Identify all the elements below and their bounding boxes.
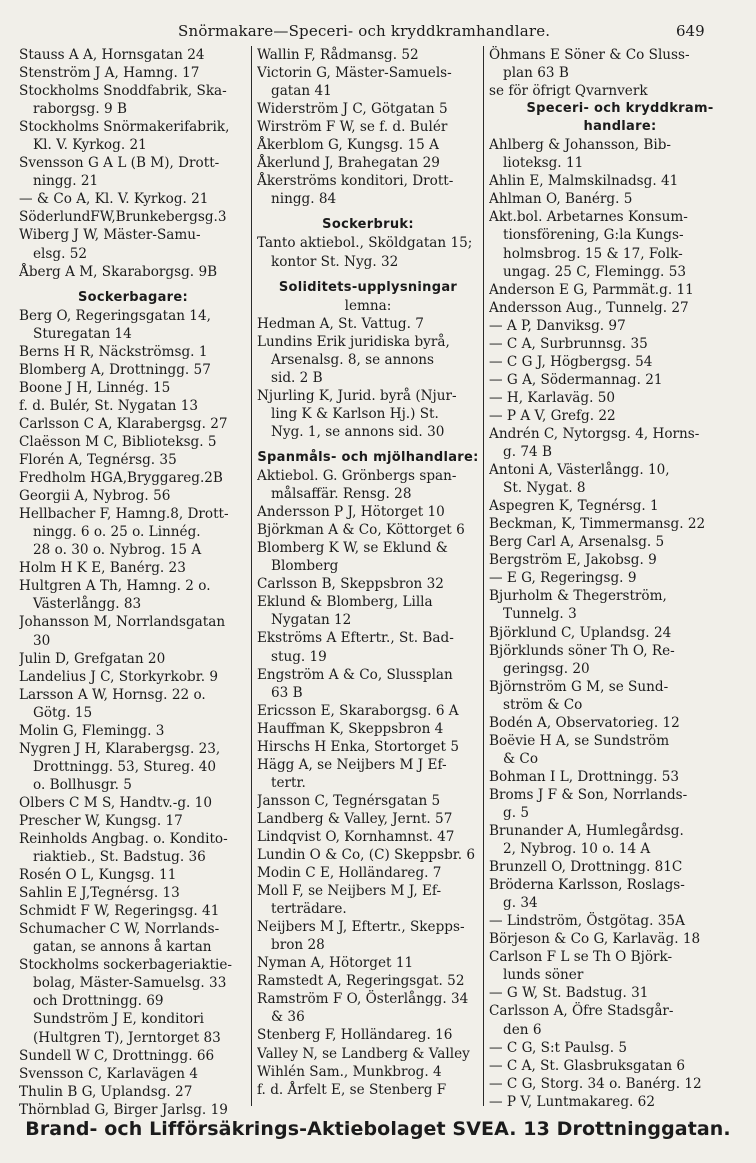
directory-entry-line: Claësson M C, Biblioteksg. 5 xyxy=(19,433,217,450)
directory-entry-line: Andrén C, Nytorgsg. 4, Horns- xyxy=(489,425,700,442)
directory-entry-line: Arsenalsg. 8, se annons xyxy=(271,351,435,368)
directory-entry-line: Stockholms Snoddfabrik, Ska- xyxy=(19,83,227,100)
section-heading: Sockerbagare: xyxy=(77,289,188,305)
section-heading: Sockerbruk: xyxy=(322,217,414,233)
directory-entry-line: Aktiebol. G. Grönbergs span- xyxy=(257,468,457,485)
directory-entry-line: Thulin B G, Uplandsg. 27 xyxy=(19,1083,193,1100)
directory-entry-line: Aspegren K, Tegnérsg. 1 xyxy=(489,498,659,515)
directory-entry-line: Engström A & Co, Slussplan xyxy=(257,666,453,683)
directory-entry-line: Broms J F & Son, Norrlands- xyxy=(489,786,688,803)
directory-entry-line: Nygatan 12 xyxy=(271,612,352,629)
directory-entry-line: Boëvie H A, se Sundström xyxy=(489,732,670,749)
directory-entry-line: Åkerströms konditori, Drott- xyxy=(257,173,454,190)
directory-entry-line: Stenberg F, Holländareg. 16 xyxy=(257,1027,453,1044)
directory-entry-line: Ramstedt A, Regeringsgat. 52 xyxy=(257,973,465,990)
directory-entry-line: g. 74 B xyxy=(503,444,552,461)
directory-entry-line: — P V, Luntmakareg. 62 xyxy=(489,1093,655,1110)
directory-entry-line: Bohman I L, Drottningg. 53 xyxy=(489,768,680,785)
directory-entry-line: ungag. 25 C, Flemingg. 53 xyxy=(503,263,686,280)
directory-entry-line: Sahlin E J,Tegnérsg. 13 xyxy=(19,885,180,902)
directory-entry-line: Hellbacher F, Hamng.8, Drott- xyxy=(19,506,229,523)
directory-entry-line: f. d. Årfelt E, se Stenberg F xyxy=(257,1081,447,1098)
directory-entry-line: ningg. 84 xyxy=(271,191,337,208)
directory-entry-line: Sundell W C, Drottningg. 66 xyxy=(19,1047,215,1064)
directory-entry-line: Stenström J A, Hamng. 17 xyxy=(19,65,200,82)
directory-entry-line: geringsg. 20 xyxy=(503,660,590,677)
directory-entry-line: Brunander A, Humlegårdsg. xyxy=(489,823,684,840)
directory-entry-line: Widerström J C, Götgatan 5 xyxy=(257,101,448,118)
directory-entry-line: SöderlundFW,Brunkebergsg.3 xyxy=(19,209,227,226)
directory-entry-line: — A P, Danviksg. 97 xyxy=(489,317,626,334)
directory-entry-line: — E G, Regeringsg. 9 xyxy=(489,570,637,587)
directory-entry-line: Schumacher C W, Norrlands- xyxy=(19,921,220,938)
directory-entry-line: Boone J H, Linnég. 15 xyxy=(19,379,171,396)
directory-entry-line: Victorin G, Mäster-Samuels- xyxy=(257,65,452,82)
section-spacer xyxy=(19,281,247,289)
directory-entry-line: Andersson Aug., Tunnelg. 27 xyxy=(489,299,689,316)
directory-entry-line: Carlsson A, Öfre Stadsgår- xyxy=(489,1003,674,1020)
directory-entry-line: bron 28 xyxy=(271,937,325,954)
directory-entry-line: Blomberg K W, se Eklund & xyxy=(257,540,448,557)
directory-entry-line: Modin C E, Holländareg. 7 xyxy=(257,865,442,882)
directory-entry-line: Björklunds söner Th O, Re- xyxy=(489,642,675,659)
directory-entry-line: Nyg. 1, se annons sid. 30 xyxy=(271,423,445,440)
directory-entry-line: Ahlin E, Malmskilnadsg. 41 xyxy=(489,173,679,190)
directory-entry-line: gatan 41 xyxy=(271,83,332,100)
directory-entry-line: Larsson A W, Hornsg. 22 o. xyxy=(19,686,206,703)
directory-entry-line: Moll F, se Neijbers M J, Ef- xyxy=(257,883,442,900)
directory-entry-line: Kl. V. Kyrkog. 21 xyxy=(33,137,147,154)
directory-entry-line: Molin G, Flemingg. 3 xyxy=(19,722,165,739)
directory-entry-line: lunds söner xyxy=(503,967,584,984)
column-divider-right xyxy=(483,46,484,1106)
column-middle xyxy=(257,46,479,1099)
directory-entry-line: — C G J, Högbergsg. 54 xyxy=(489,353,653,370)
directory-entry-line: Nyman A, Hötorget 11 xyxy=(257,955,414,972)
directory-entry-line: — G A, Södermannag. 21 xyxy=(489,371,663,388)
directory-entry-line: — G W, St. Badstug. 31 xyxy=(489,985,649,1002)
directory-entry-line: Bjurholm & Thegerström, xyxy=(489,588,667,605)
directory-entry-line: o. Bollhusgr. 5 xyxy=(33,776,132,793)
directory-entry-line: Götg. 15 xyxy=(33,704,93,721)
section-heading: Spanmåls- och mjölhandlare: xyxy=(257,449,479,465)
directory-entry-line: Antoni A, Västerlångg. 10, xyxy=(489,462,670,479)
directory-entry-line: — P A V, Grefg. 22 xyxy=(489,407,616,424)
directory-entry-line: Berns H R, Näckströmsg. 1 xyxy=(19,343,208,360)
directory-entry-line: lioteksg. 11 xyxy=(503,155,584,172)
section-heading: Speceri- och kryddkram- xyxy=(526,101,714,117)
directory-entry-line: Rosén O L, Kungsg. 11 xyxy=(19,867,177,884)
directory-entry-line: den 6 xyxy=(503,1021,542,1038)
section-spacer xyxy=(257,208,479,216)
directory-entry-line: g. 5 xyxy=(503,804,529,821)
directory-entry-line: Ekströms A Eftertr., St. Bad- xyxy=(257,630,454,647)
directory-entry-line: Reinholds Angbag. o. Kondito- xyxy=(19,831,228,848)
directory-entry-line: Börjeson & Co G, Karlaväg. 18 xyxy=(489,931,701,948)
directory-entry-line: Ramström F O, Österlångg. 34 xyxy=(257,991,469,1008)
directory-entry-line: Fredholm HGA,Bryggareg.2B xyxy=(19,470,223,487)
directory-entry-line: gatan, se annons å kartan xyxy=(33,939,212,956)
directory-entry-line: ningg. 6 o. 25 o. Linnég. xyxy=(33,524,201,541)
section-heading: handlare: xyxy=(583,119,657,135)
directory-entry-line: Lindqvist O, Kornhamnst. 47 xyxy=(257,828,455,845)
directory-entry-line: Svensson C, Karlavägen 4 xyxy=(19,1065,199,1082)
section-spacer xyxy=(257,271,479,279)
page-header xyxy=(0,22,756,44)
directory-entry-line: ström & Co xyxy=(503,696,583,713)
column-divider-left xyxy=(251,46,252,1106)
directory-entry-line: Ericsson E, Skaraborgsg. 6 A xyxy=(257,702,459,719)
directory-entry-line: Georgii A, Nybrog. 56 xyxy=(19,488,171,505)
directory-entry-line: & 36 xyxy=(271,1009,305,1026)
directory-entry-line: målsaffär. Rensg. 28 xyxy=(271,486,412,503)
directory-entry-line: Eklund & Blomberg, Lilla xyxy=(257,594,433,611)
directory-entry-line: tionsförening, G:la Kungs- xyxy=(503,227,684,244)
directory-entry-line: Landelius J C, Storkyrkobr. 9 xyxy=(19,668,219,685)
directory-entry-line: Ahlman O, Banérg. 5 xyxy=(489,191,633,208)
directory-entry-line: Hauffman K, Skeppsbron 4 xyxy=(257,720,444,737)
directory-entry-line: — C G, S:t Paulsg. 5 xyxy=(489,1039,628,1056)
directory-entry-line: & Co xyxy=(503,750,539,767)
directory-entry-line: Åberg A M, Skaraborgsg. 9B xyxy=(19,263,218,280)
directory-entry-line: Bodén A, Observatorieg. 12 xyxy=(489,714,680,731)
directory-entry-line: Wallin F, Rådmansg. 52 xyxy=(257,47,419,63)
directory-entry-line: Akt.bol. Arbetarnes Konsum- xyxy=(489,209,688,226)
directory-entry-line: Florén A, Tegnérsg. 35 xyxy=(19,452,177,469)
directory-entry-line: ling K & Karlson Hj.) St. xyxy=(271,405,439,422)
directory-entry-line: Carlsson B, Skeppsbron 32 xyxy=(257,576,444,593)
directory-entry-line: Sundström J E, konditori xyxy=(33,1011,204,1028)
directory-entry-line: Olbers C M S, Handtv.-g. 10 xyxy=(19,794,212,811)
section-spacer xyxy=(257,441,479,449)
directory-entry-line: — C A, St. Glasbruksgatan 6 xyxy=(489,1057,686,1074)
directory-entry-line: tertr. xyxy=(271,774,306,791)
directory-entry-line: Berg Carl A, Arsenalsg. 5 xyxy=(489,534,665,551)
directory-entry-line: g. 34 xyxy=(503,895,538,912)
directory-entry-line: Drottningg. 53, Stureg. 40 xyxy=(33,758,217,775)
directory-entry-line: sid. 2 B xyxy=(271,369,323,386)
directory-entry-line: Åkerlund J, Brahegatan 29 xyxy=(257,155,440,172)
directory-entry-line: Johansson M, Norrlandsgatan xyxy=(19,614,226,631)
directory-entry-line: Tanto aktiebol., Sköldgatan 15; xyxy=(257,235,473,252)
directory-entry-line: Wiberg J W, Mäster-Samu- xyxy=(19,227,201,244)
directory-entry-line: Bröderna Karlsson, Roslags- xyxy=(489,877,685,894)
directory-entry-line: ningg. 21 xyxy=(33,173,99,190)
directory-entry-line: Jansson C, Tegnérsgatan 5 xyxy=(257,792,441,809)
directory-entry-line: raborgsg. 9 B xyxy=(33,101,127,118)
directory-entry-line: Holm H K E, Banérg. 23 xyxy=(19,560,186,577)
directory-entry-line: Hägg A, se Neijbers M J Ef- xyxy=(257,756,447,773)
directory-entry-line: Neijbers M J, Eftertr., Skepps- xyxy=(257,919,465,936)
directory-entry-line: — & Co A, Kl. V. Kyrkog. 21 xyxy=(19,191,209,208)
directory-entry-line: Njurling K, Jurid. byrå (Njur- xyxy=(257,387,457,404)
page-title: Snörmakare—Speceri- och kryddkramhandlare. xyxy=(178,22,551,40)
directory-entry-line: Västerlångg. 83 xyxy=(33,596,142,613)
column-right xyxy=(489,46,751,1111)
directory-entry-line: Björkman A & Co, Köttorget 6 xyxy=(257,522,465,539)
directory-entry-line: Wirström F W, se f. d. Bulér xyxy=(257,119,448,136)
directory-entry-line: bolag, Mäster-Samuelsg. 33 xyxy=(33,975,227,992)
directory-entry-line: Björklund C, Uplandsg. 24 xyxy=(489,624,672,641)
directory-entry-line: Blomberg A, Drottningg. 57 xyxy=(19,361,211,378)
directory-entry-line: Stockholms sockerbageriaktie- xyxy=(19,957,233,974)
section-heading: Soliditets-upplysningar xyxy=(278,279,458,295)
directory-entry-line: Blomberg xyxy=(271,558,339,575)
directory-entry-line: Bergström E, Jakobsg. 9 xyxy=(489,552,657,569)
directory-entry-line: Stockholms Snörmakerifabrik, xyxy=(19,119,230,136)
directory-entry-line: — C A, Surbrunnsg. 35 xyxy=(489,335,648,352)
directory-entry-line: stug. 19 xyxy=(271,648,327,665)
directory-entry-line: St. Nygat. 8 xyxy=(503,480,586,497)
directory-entry-line: — C G, Storg. 34 o. Banérg. 12 xyxy=(489,1075,702,1092)
directory-entry-line: Hedman A, St. Vattug. 7 xyxy=(257,315,424,332)
directory-entry-line: elsg. 52 xyxy=(33,245,88,262)
directory-entry-line: Hultgren A Th, Hamng. 2 o. xyxy=(19,578,211,595)
section-subheading: lemna: xyxy=(344,297,392,314)
directory-entry-line: — Lindström, Östgötag. 35A xyxy=(489,913,685,930)
directory-entry-line: Tunnelg. 3 xyxy=(503,606,577,623)
directory-entry-line: plan 63 B xyxy=(503,65,569,82)
directory-entry-line: 2, Nybrog. 10 o. 14 A xyxy=(503,841,651,858)
directory-entry-line: Björnström G M, se Sund- xyxy=(489,678,669,695)
directory-entry-line: Sturegatan 14 xyxy=(33,325,132,342)
directory-entry-line: Anderson E G, Parmmät.g. 11 xyxy=(489,281,694,298)
directory-entry-line: Stauss A A, Hornsgatan 24 xyxy=(19,47,205,63)
directory-entry-line: (Hultgren T), Jerntorget 83 xyxy=(33,1029,221,1046)
column-left xyxy=(19,46,247,1119)
directory-entry-line: se för öfrigt Qvarnverk xyxy=(489,83,648,100)
page-number: 649 xyxy=(676,22,705,40)
directory-entry-line: Schmidt F W, Regeringsg. 41 xyxy=(19,903,220,920)
directory-entry-line: Valley N, se Landberg & Valley xyxy=(257,1045,470,1062)
directory-entry-line: Lundin O & Co, (C) Skeppsbr. 6 xyxy=(257,847,476,864)
directory-entry-line: Wihlén Sam., Munkbrog. 4 xyxy=(257,1063,442,1080)
directory-entry-line: riaktieb., St. Badstug. 36 xyxy=(33,849,206,866)
directory-entry-line: Beckman, K, Timmermansg. 22 xyxy=(489,516,706,533)
directory-entry-line: Julin D, Grefgatan 20 xyxy=(19,650,166,667)
directory-entry-line: Carlsson C A, Klarabergsg. 27 xyxy=(19,415,228,432)
directory-entry-line: Landberg & Valley, Jernt. 57 xyxy=(257,810,453,827)
directory-entry-line: Carlson F L se Th O Björk- xyxy=(489,949,673,966)
directory-entry-line: Nygren J H, Klarabergsg. 23, xyxy=(19,740,221,757)
directory-entry-line: Lundins Erik juridiska byrå, xyxy=(257,333,450,350)
directory-entry-line: Svensson G A L (B M), Drott- xyxy=(19,155,220,172)
directory-entry-line: Berg O, Regeringsgatan 14, xyxy=(19,307,211,324)
directory-entry-line: Öhmans E Söner & Co Sluss- xyxy=(489,47,690,63)
footer-advertisement: Brand- och Lifförsäkrings-Aktiebolaget SVEA. 13 Drottninggatan. xyxy=(25,1118,731,1140)
directory-entry-line: terträdare. xyxy=(271,901,347,918)
directory-entry-line: f. d. Bulér, St. Nygatan 13 xyxy=(19,397,199,414)
directory-entry-line: holmsbrog. 15 & 17, Folk- xyxy=(503,245,683,262)
directory-entry-line: Hirschs H Enka, Stortorget 5 xyxy=(257,738,459,755)
directory-entry-line: — H, Karlaväg. 50 xyxy=(489,389,616,406)
directory-entry-line: Thörnblad G, Birger Jarlsg. 19 xyxy=(19,1101,228,1118)
directory-entry-line: Andersson P J, Hötorget 10 xyxy=(257,504,445,521)
directory-entry-line: 63 B xyxy=(271,684,303,701)
directory-entry-line: Åkerblom G, Kungsg. 15 A xyxy=(257,137,439,154)
directory-entry-line: Ahlberg & Johansson, Bib- xyxy=(489,137,672,154)
directory-entry-line: 30 xyxy=(33,632,51,649)
directory-entry-line: Brunzell O, Drottningg. 81C xyxy=(489,859,683,876)
directory-entry-line: och Drottningg. 69 xyxy=(33,993,164,1010)
directory-entry-line: Prescher W, Kungsg. 17 xyxy=(19,812,183,829)
directory-entry-line: kontor St. Nyg. 32 xyxy=(271,253,399,270)
directory-entry-line: 28 o. 30 o. Nybrog. 15 A xyxy=(33,542,202,559)
